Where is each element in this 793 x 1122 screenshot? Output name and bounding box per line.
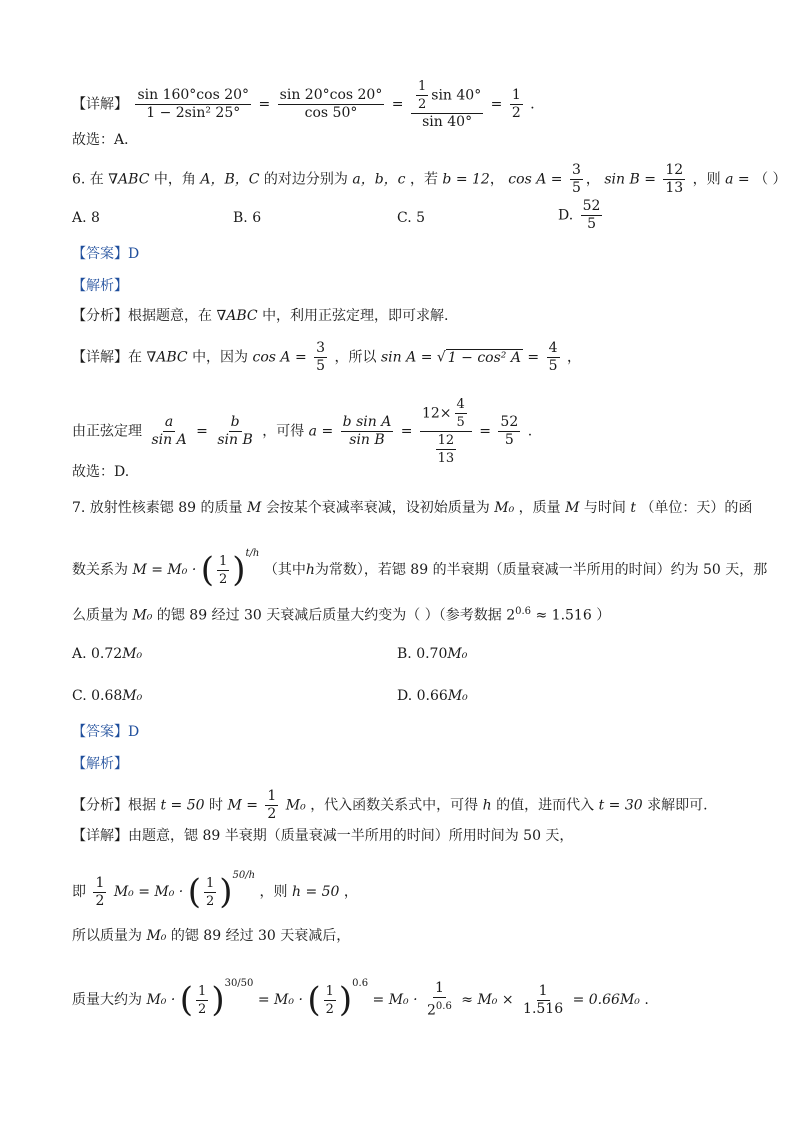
fraction: $\frac{12}{13}$ [665, 162, 684, 196]
power-expression: ( $\frac{1}{2}$ ) 0.6 [307, 978, 369, 1020]
fraction: $\frac{1}{2}$ [267, 788, 277, 822]
q6-answer: 【答案】D [72, 246, 140, 262]
fraction: $\frac{1}{2}$ [198, 983, 207, 1017]
fraction: $\frac{a}{\text{sin A}}$ [151, 414, 187, 448]
fraction: $\frac{\sin 160^\circ\cos 20^\circ}{\text{1 − 2sin² 25°}}$ [137, 87, 250, 121]
fraction: $\frac{1}{2}$ [205, 875, 215, 909]
q7-stem-line3: 么质量为 M₀ 的锶 89 经过 30 天衰减后质量大约变为（ ）（参考数据 $2^{0.6} \approx 1.516$ ） [72, 606, 611, 624]
q7-stem-line2: 数关系为 M = M₀ · ( $\frac{1}{2}$ ) t/h （其中h为常数），若锶 89 的半衰期（质量衰减一半所用的时间）约为 50 天，那 [72, 548, 768, 590]
q7-xiangjie-line4: 质量大约为 M₀ · ( $\frac{1}{2}$ ) 30/50 = M₀ · ( $\frac{1}{2}$ ) 0.6 = M₀ · $\frac{1}{2^{0.6}}$ ≈ M₀ × $\frac{1}{1.516}$ = 0.66M₀ . [72, 978, 649, 1020]
fraction: $\frac{1}{2^{0.6}}$ [427, 980, 452, 1019]
q7-xiangjie-line2: 即 $\frac{1}{2}$ M₀ = M₀ · ( $\frac{1}{2}$ ) 50/h ，则 h = 50 ， [72, 870, 358, 912]
q6-option-c[interactable]: C. 5 [397, 210, 426, 226]
q7-fenxi: 【分析】根据 t = 50 时 M = $\frac{1}{2}$ M₀ ，代入函数关系式中，可得 h 的值，进而代入 t = 30 求解即可. [72, 788, 708, 822]
fraction: $\frac{1}{2}$ sin 40° sin 40° [411, 78, 483, 131]
fraction: $\frac{4}{5}$ [456, 397, 465, 430]
detail-tag: 【详解】 [72, 96, 128, 113]
fraction: $\frac{1}{1.516}$ [523, 982, 564, 1017]
fraction: $\frac{3}{5}$ [316, 340, 326, 374]
q6-analysis-tag: 【解析】 [72, 278, 128, 294]
fraction: $\frac{\text{b sin A}}{\text{sin B}}$ [342, 414, 392, 448]
fraction: $\frac{3}{5}$ [571, 162, 581, 196]
fraction: $\frac{b}{\text{sin B}}$ [217, 414, 253, 448]
power-expression: ( $\frac{1}{2}$ ) t/h [200, 548, 260, 590]
fraction: $\frac{1}{2}$ [95, 874, 105, 909]
q7-option-a[interactable]: A. 0.72M₀ [72, 646, 143, 662]
fraction: $\frac{1}{2}$ [511, 87, 521, 121]
q7-option-c[interactable]: C. 0.68M₀ [72, 688, 143, 704]
fraction: $\frac{1}{2}$ [325, 983, 334, 1017]
q6-law-of-sines: 由正弦定理 $\frac{a}{\text{sin A}}$ = $\frac{b}{\text{sin B}}$ ，可得 a = $\frac{\text{b sin A}}{\text{sin B}}$ = 12× $\frac{4}{5}$ $\frac{12}{13}$ = $\frac{52}{5}$ . [72, 397, 533, 466]
fraction: $\frac{\sin 20^\circ\cos 20^\circ}{\cos 50^\circ}$ [279, 87, 383, 121]
q6-fenxi: 【分析】根据题意，在 ∇ABC 中，利用正弦定理，即可求解. [72, 308, 449, 324]
q7-option-b[interactable]: B. 0.70M₀ [397, 646, 468, 662]
q5-pick: 故选：A． [72, 132, 139, 148]
q7-analysis-tag: 【解析】 [72, 756, 128, 772]
q6-pick: 故选：D. [72, 464, 130, 480]
power-expression: ( $\frac{1}{2}$ ) 30/50 [179, 978, 254, 1020]
fraction: $\frac{12}{13}$ [437, 433, 455, 466]
q6-option-b[interactable]: B. 6 [233, 210, 262, 226]
q6-option-d[interactable]: D. $\frac{52}{5}$ [558, 198, 601, 232]
q7-xiangjie-line1: 【详解】由题意，锶 89 半衰期（质量衰减一半所用的时间）所用时间为 50 天， [72, 828, 574, 844]
q6-xiangjie: 【详解】在 ∇ABC 中，因为 cos A = $\frac{3}{5}$ ，所以 sin A = √ 1 − cos² A = $\frac{4}{5}$ ， [72, 340, 581, 374]
q7-stem-line1: 7. 放射性核素锶 89 的质量 M 会按某个衰减率衰减，设初始质量为 M₀ ，质量 M 与时间 t （单位：天）的函 [72, 500, 753, 516]
half-fraction: $\frac{1}{2}$ [417, 79, 427, 112]
q6-option-a[interactable]: A. 8 [72, 210, 100, 226]
q7-answer: 【答案】D [72, 724, 140, 740]
q6-stem: 6. 在 ∇ABC 中，角 A，B，C 的对边分别为 a，b，c ，若 b = 12， cos A = $\frac{3}{5}$ ， sin B = $\frac{12}{13}$ ，则 a = （ ） [72, 162, 787, 196]
fraction: $\frac{1}{2}$ [219, 553, 228, 587]
q5-detail-line: 【详解】 $\frac{\sin 160^\circ\cos 20^\circ}{\text{1 − 2sin² 25°}}$ = $\frac{\sin 20^\circ\cos 20^\circ}{\cos 50^\circ}$ = $\frac{1}{2}$ sin 40° sin 40° = $\frac{1}{2}$ ． [72, 79, 545, 130]
q7-option-d[interactable]: D. 0.66M₀ [397, 688, 468, 704]
fraction: 12× $\frac{4}{5}$ $\frac{12}{13}$ [420, 396, 472, 467]
fraction: $\frac{52}{5}$ [500, 414, 519, 448]
fraction: $\frac{4}{5}$ [548, 340, 558, 374]
power-expression: ( $\frac{1}{2}$ ) 50/h [187, 870, 256, 912]
fraction: $\frac{52}{5}$ [582, 198, 601, 232]
q7-xiangjie-line3: 所以质量为 M₀ 的锶 89 经过 30 天衰减后， [72, 928, 351, 944]
